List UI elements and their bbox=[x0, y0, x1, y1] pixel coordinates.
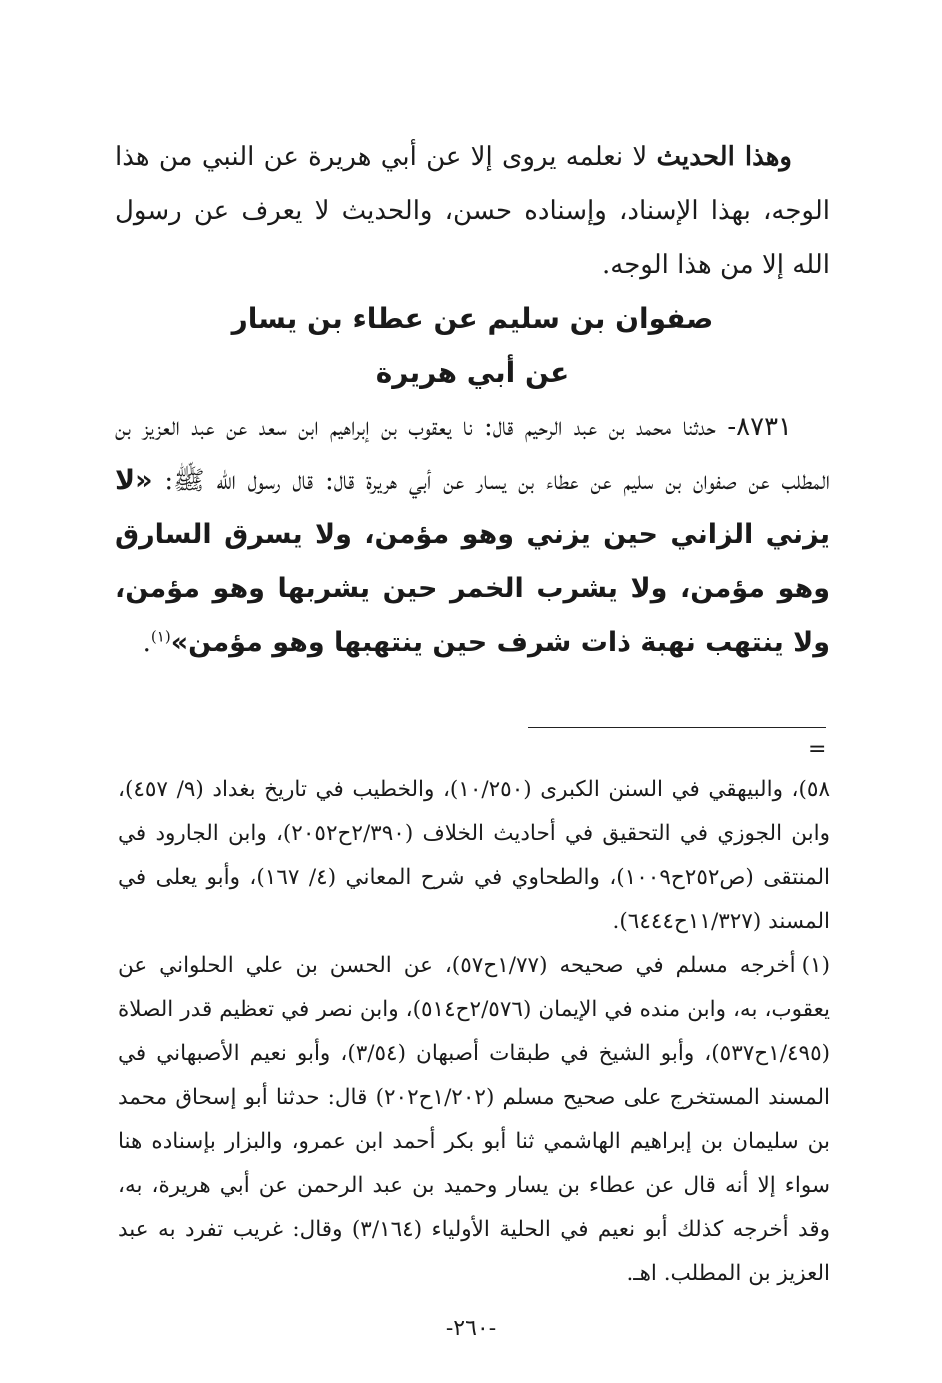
continuation-mark: = bbox=[808, 737, 827, 762]
section-heading-line2: عن أبي هريرة bbox=[375, 356, 570, 389]
intro-bold-phrase: وهذا الحديث bbox=[656, 142, 792, 172]
section-heading-line1: صفوان بن سليم عن عطاء بن يسار bbox=[231, 302, 714, 335]
footnote-separator-line bbox=[528, 727, 826, 728]
hadith-chain: ٨٧٣١- حدثنا محمد بن عبد الرحيم قال: نا يعقوب بن إبراهيم ابن سعد عن عبد العزيز بن المطلب عن صفوان بن سليم عن عطاء بن يسار عن أبي هريرة قال: قال رسول الله ﷺ: bbox=[115, 412, 830, 496]
footnotes bbox=[118, 768, 830, 1296]
intro-text: لا نعلمه يروى إلا عن أبي هريرة عن النبي من هذا الوجه، بهذا الإسناد، وإسناده حسن، والحديث لا يعرف عن رسول الله إلا من هذا الوجه. bbox=[115, 142, 830, 280]
footnote-1-text: أخرجه مسلم في صحيحه (١/٧٧ح٥٧)، عن الحسن بن علي الحلواني عن يعقوب، به، وابن منده في الإيمان (٢/٥٧٦ح٥١٤)، وابن نصر في تعظيم قدر الصلاة (١/٤٩٥ح٥٣٧)، وأبو الشيخ في طبقات أصبهان (٣/٥٤)، وأبو نعيم الأصبهاني في المسند المستخرج على صحيح مسلم (١/٢٠٢ح٢٠٢) قال: حدثنا أبو إسحاق محمد بن سليمان بن إبراهيم الهاشمي ثنا أبو بكر أحمد ابن عمرو، والبزار بإسناده هنا سواء إلا أنه قال عن عطاء بن يسار وحميد بن عبد الرحمن عن أبي هريرة، به، وقد أخرجه كذلك أبو نعيم في الحلية الأولياء (٣/١٦٤) وقال: غريب تفرد به عبد العزيز بن المطلب. اهـ. bbox=[118, 953, 831, 1286]
hadith-paragraph bbox=[115, 400, 830, 670]
footnote-1-number: (١) bbox=[801, 953, 830, 978]
main-text bbox=[115, 130, 830, 670]
footnote-reference: (١) bbox=[150, 627, 171, 646]
footnote-1 bbox=[118, 944, 830, 1296]
paragraph-intro bbox=[115, 130, 830, 292]
end-period: . bbox=[142, 628, 151, 658]
footnote-continuation: ٥٨)، والبيهقي في السنن الكبرى (١٠/٢٥٠)، والخطيب في تاريخ بغداد (٩/ ٤٥٧)، وابن الجوزي في التحقيق في أحاديث الخلاف (٢/٣٩٠ح٢٠٥٢)، وابن الجارود في المنتقى (ص٢٥٢ح١٠٠٩)، والطحاوي في شرح المعاني (٤/ ١٦٧)، وأبو يعلى في المسند (١١/٣٢٧ح٦٤٤٤). bbox=[118, 777, 830, 934]
page-number: -٢٦٠- bbox=[445, 1316, 497, 1341]
hadith-text: «لا يزني الزاني حين يزني وهو مؤمن، ولا يسرق السارق وهو مؤمن، ولا يشرب الخمر حين يشربها وهو مؤمن، ولا ينتهب نهبة ذات شرف حين ينتهبها وهو مؤمن» bbox=[115, 465, 830, 658]
